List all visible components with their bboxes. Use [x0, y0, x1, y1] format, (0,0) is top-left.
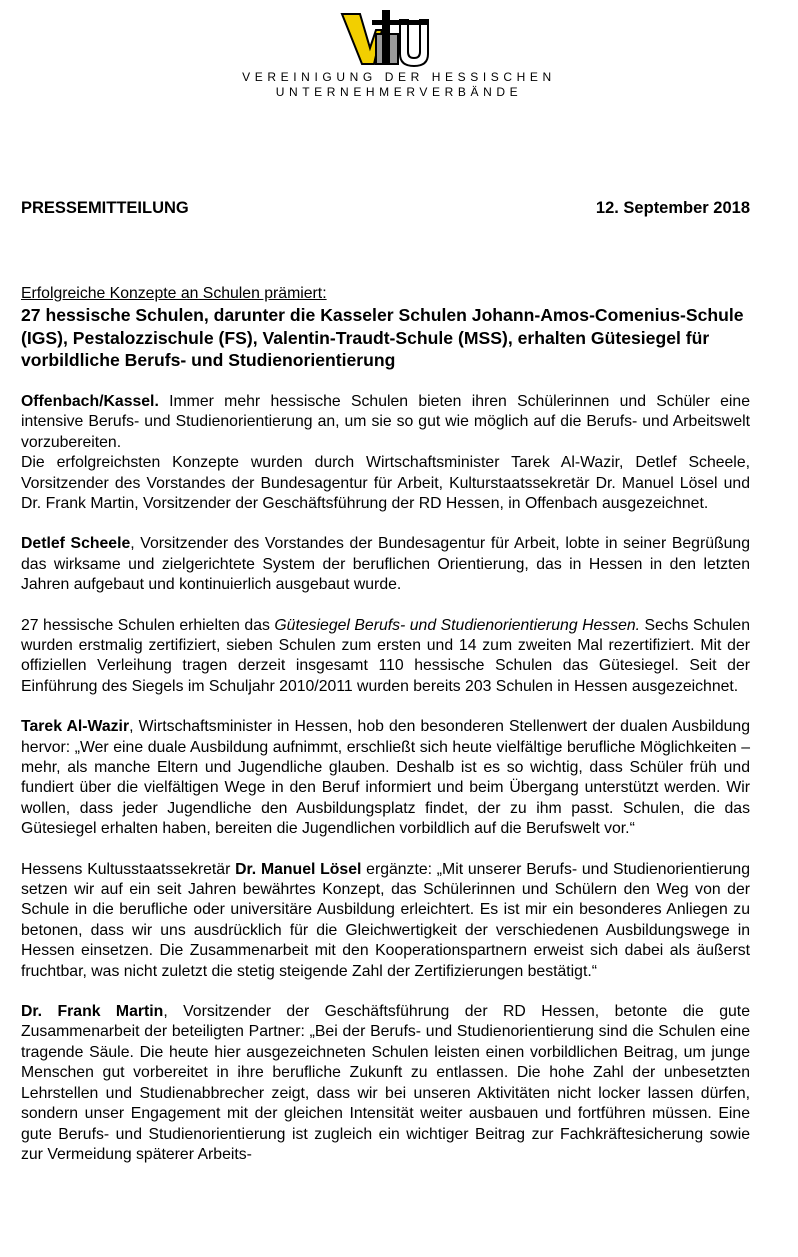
paragraph-seal [21, 616, 750, 698]
paragraph-loesel [21, 860, 750, 982]
doc-type-label: PRESSEMITTEILUNG [21, 199, 189, 217]
article-body [21, 284, 750, 1165]
seal-name: Gütesiegel Berufs- und Studienorientierung Hessen. [274, 616, 641, 634]
paragraph-seal-before: 27 hessische Schulen erhielten das [21, 616, 275, 634]
speaker-name: Detlef Scheele [21, 535, 131, 553]
vhu-logo [338, 8, 438, 70]
speaker-name: Dr. Frank Martin [21, 1003, 164, 1021]
article-kicker: Erfolgreiche Konzepte an Schulen prämiert: [21, 285, 327, 302]
speaker-name: Tarek Al-Wazir [21, 718, 130, 736]
speaker-name: Dr. Manuel Lösel [235, 860, 362, 878]
paragraph-loesel-text: ergänzte: „Mit unserer Berufs- und Studienorientierung setzen wir auf ein seit Jahren bewährtes Konzept, das Schülerinnen und Schülern den Weg von der Schule in die berufliche oder universitäre Ausbildung erleichtert. Es ist mir ein besonderes Anliegen zu betonen, dass wir uns ausdrücklich für die Gleichwertigkeit der verschiedenen Ausbildungswege in Hessen einsetzen. Die Zusammenarbeit mit den Kooperationspartnern erweist sich dabei als äußerst fruchtbar, was nicht zuletzt die stetig steigende Zahl der Zertifizierungen bestätigt.“ [21, 860, 750, 980]
paragraph-awardees: Die erfolgreichsten Konzepte wurden durch Wirtschaftsminister Tarek Al-Wazir, Detlef Scheele, Vorsitzender des Vorstandes der Bundesagentur für Arbeit, Kulturstaatssekretär Dr. Manuel Lösel und Dr. Frank Martin, Vorsitzender der Geschäftsführung der RD Hessen, in Offenbach ausgezeichnet. [21, 454, 750, 512]
paragraph-alwazir-text: , Wirtschaftsminister in Hessen, hob den besonderen Stellenwert der dualen Ausbildung hervor: „Wer eine duale Ausbildung aufnimmt, erschließt sich heute vielfältige berufliche Möglichkeiten – mehr, als manche Eltern und Jugendliche glauben. Deshalb ist es so wichtig, dass Schüler früh und fundiert über die vielfältigen Wege in den Beruf informiert und beim Übergang unterstützt werden. Wir wollen, dass jeder Jugendliche den Ausbildungsplatz findet, der zu ihm passt. Schulen, die das Gütesiegel erhalten haben, bereiten die Jugendlichen vorbildlich auf die Berufswelt vor.“ [21, 718, 751, 838]
paragraph-martin-text: , Vorsitzender der Geschäftsführung der RD Hessen, betonte die gute Zusammenarbeit der beteiligten Partner: „Bei der Berufs- und Studienorientierung sind die Schulen eine tragende Säule. Die heute hier ausgezeichneten Schulen leisten einen vorbildlichen Beitrag, um junge Menschen gut vorbereitet in ihre berufliche Zukunft zu entlassen. Die hohe Zahl der unbesetzten Lehrstellen und Studienabbrecher zeigt, dass wir bei unseren Aktivitäten nicht locker lassen dürfen, sondern unser Engagement mit der gleichen Intensität weiter ausbauen und fortführen müssen. Eine gute Berufs- und Studienorientierung ist zugleich ein wichtiger Beitrag zur Fachkräftesicherung sowie zur Vermeidung späterer Arbeits- [21, 1003, 750, 1163]
paragraph-intro [21, 392, 750, 453]
article-headline: 27 hessische Schulen, darunter die Kasseler Schulen Johann-Amos-Comenius-Schule (IGS), Pestalozzischule (FS), Valentin-Traudt-Schule (MSS), erhalten Gütesiegel für vorbildliche Berufs- und Studienorientierung [21, 305, 744, 371]
org-name-line2: UNTERNEHMERVERBÄNDE [275, 85, 523, 99]
paragraph-intro-text: Immer mehr hessische Schulen bieten ihren Schülerinnen und Schüler eine intensive Berufs- und Studienorientierung an, um sie so gut wie möglich auf die Berufs- und Arbeitswelt vorzubereiten. [21, 392, 750, 451]
release-date: 12. September 2018 [595, 199, 750, 217]
paragraph-scheele [21, 534, 750, 595]
paragraph-alwazir [21, 717, 750, 839]
paragraph-seal-after: Sechs Schulen wurden erstmalig zertifiziert, sieben Schulen zum ersten und 14 zum zweiten Mal rezertifiziert. Mit der offiziellen Verleihung tragen derzeit insgesamt 110 hessische Schulen das Gütesiegel. Seit der Einführung des Siegels im Schuljahr 2010/2011 wurden bereits 203 Schulen in Hessen ausgezeichnet. [21, 616, 750, 695]
paragraph-scheele-text: , Vorsitzender des Vorstandes der Bundesagentur für Arbeit, lobte in seiner Begrüßung das wirksame und zielgerichtete System der beruflichen Orientierung, das in Hessen in den letzten Jahren aufgebaut und kontinuierlich ausgebaut wurde. [21, 535, 751, 594]
vhu-logo-mark [338, 8, 438, 70]
org-name-line1: VEREINIGUNG DER HESSISCHEN [242, 70, 556, 84]
dateline: Offenbach/Kassel. [21, 392, 159, 410]
press-header [21, 199, 750, 218]
paragraph-martin [21, 1002, 750, 1165]
paragraph-loesel-before: Hessens Kultusstaatssekretär [21, 860, 236, 878]
